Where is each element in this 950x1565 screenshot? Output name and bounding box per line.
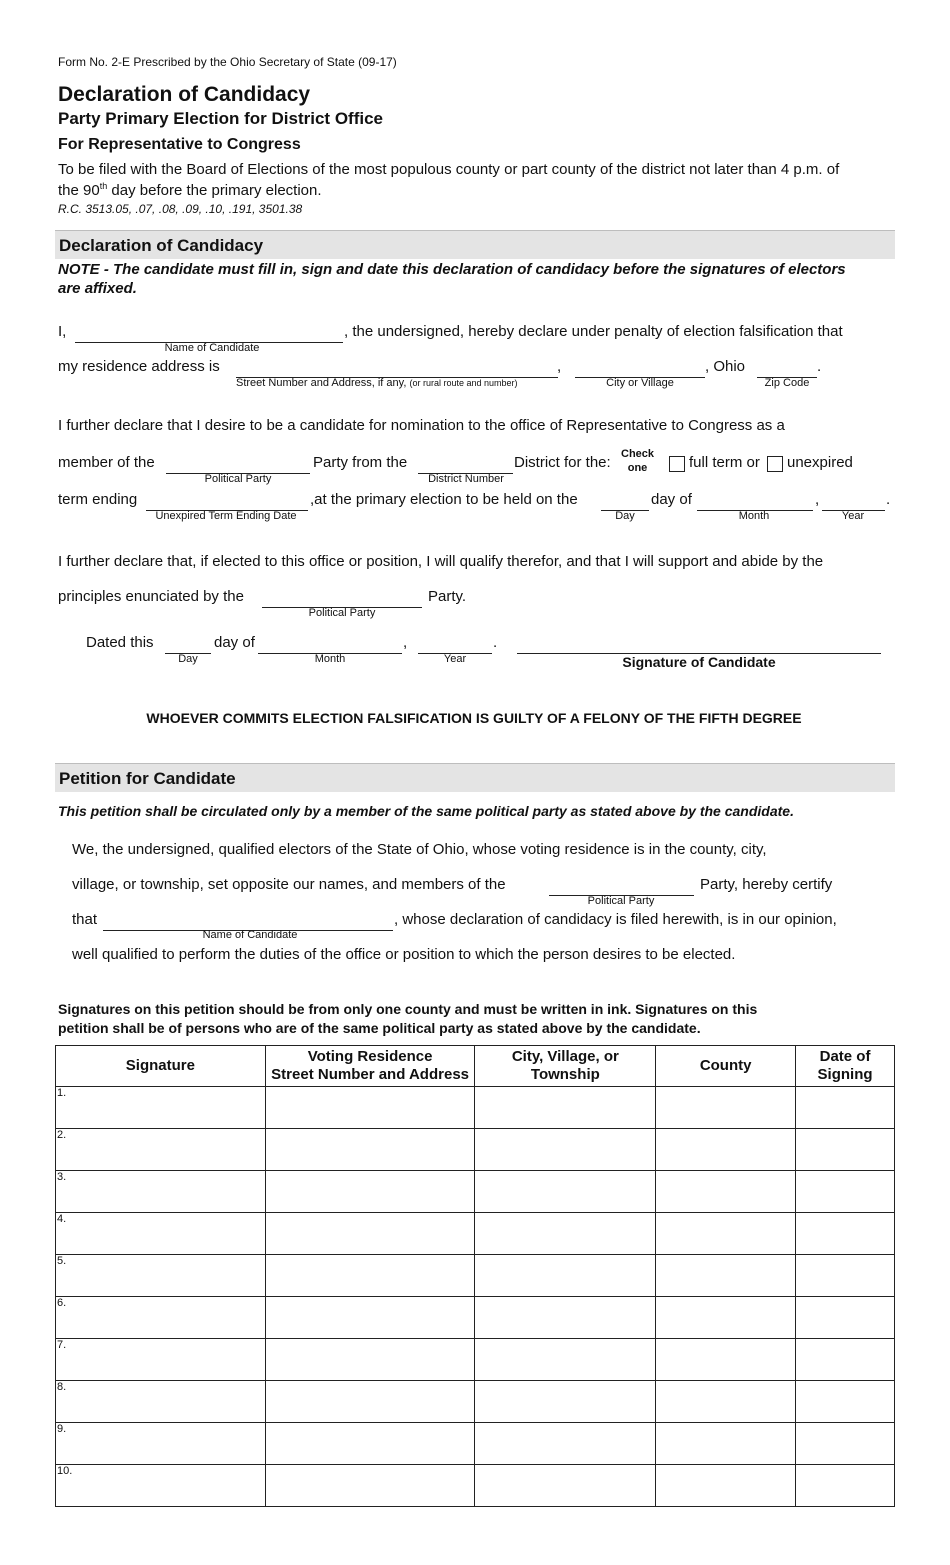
table-row [56,1381,895,1423]
table-row [56,1465,895,1507]
table-cell-city-village-township[interactable] [475,1087,656,1129]
table-cell-signature[interactable] [56,1129,266,1171]
further-declare-text: I further declare that I desire to be a candidate for nomination to the office of Representative to Congress as a [58,417,785,434]
column-header-signature [56,1046,266,1087]
table-row [56,1423,895,1465]
table-cell-county[interactable] [656,1213,796,1255]
candidate-name-label: Name of Candidate [164,342,260,354]
table-cell-date-of-signing[interactable] [796,1213,895,1255]
dated-month-label: Month [314,653,346,665]
table-cell-date-of-signing[interactable] [796,1381,895,1423]
principles-text: principles enunciated by the [58,588,244,605]
table-cell-voting-residence[interactable] [265,1297,475,1339]
table-cell-voting-residence[interactable] [265,1129,475,1171]
period-text-3: . [493,634,498,651]
principles-party-label: Political Party [308,607,376,619]
election-day-label: Day [615,510,635,522]
signature-instructions-line2: petition shall be of persons who are of the same political party as stated above by the candidate. [58,1020,701,1036]
table-cell-county[interactable] [656,1465,796,1507]
table-cell-city-village-township[interactable] [475,1255,656,1297]
undersigned-text: , the undersigned, hereby declare under penalty of election falsification that [344,323,843,340]
table-row [56,1087,895,1129]
unexpired-term-checkbox[interactable] [767,456,783,472]
table-cell-city-village-township[interactable] [475,1213,656,1255]
dated-year-label: Year [443,653,467,665]
table-cell-signature[interactable] [56,1297,266,1339]
table-cell-date-of-signing[interactable] [796,1171,895,1213]
further-declare-2-text: I further declare that, if elected to this office or position, I will qualify therefor, and that I will support and abide by the [58,553,824,570]
full-term-text: full term or [689,454,760,471]
election-month-label: Month [738,510,770,522]
petition-party-label: Political Party [587,895,655,907]
column-header-voting-residence [265,1046,475,1087]
filing-instructions-line1: To be filed with the Board of Elections of the most populous county or part county of the district not later than 4 p.m. of [58,161,840,178]
table-cell-city-village-township[interactable] [475,1381,656,1423]
table-cell-voting-residence[interactable] [265,1423,475,1465]
row-number: 1. [57,1087,67,1099]
column-header-text: Voting Residence [307,1048,433,1065]
table-cell-voting-residence[interactable] [265,1339,475,1381]
petition-p3-pre: that [72,911,98,928]
table-cell-voting-residence[interactable] [265,1465,475,1507]
petition-p1: We, the undersigned, qualified electors of the State of Ohio, whose voting residence is in the county, city, [72,841,767,858]
district-for-text: District for the: [514,454,611,471]
page-subtitle: Party Primary Election for District Office [58,109,383,128]
dated-day-label: Day [178,653,198,665]
petition-note: This petition shall be circulated only by a member of the same political party as stated above by the candidate. [58,803,794,819]
declaration-heading: Declaration of Candidacy [59,236,264,255]
felony-warning: WHOEVER COMMITS ELECTION FALSIFICATION IS GUILTY OF A FELONY OF THE FIFTH DEGREE [146,710,802,726]
table-cell-voting-residence[interactable] [265,1171,475,1213]
signature-table [55,1045,895,1507]
ohio-text: , Ohio [705,358,746,375]
table-cell-voting-residence[interactable] [265,1087,475,1129]
row-number: 4. [57,1213,67,1225]
table-cell-signature[interactable] [56,1423,266,1465]
table-cell-county[interactable] [656,1339,796,1381]
office-heading: For Representative to Congress [58,136,301,153]
table-row [56,1297,895,1339]
table-cell-date-of-signing[interactable] [796,1465,895,1507]
table-cell-city-village-township[interactable] [475,1171,656,1213]
table-cell-date-of-signing[interactable] [796,1087,895,1129]
table-cell-county[interactable] [656,1381,796,1423]
table-cell-signature[interactable] [56,1255,266,1297]
petition-p2-pre: village, or township, set opposite our names, and members of the [72,876,506,893]
residence-text: my residence address is [58,358,220,375]
row-number: 3. [57,1171,67,1183]
full-term-checkbox[interactable] [669,456,685,472]
table-cell-city-village-township[interactable] [475,1297,656,1339]
signature-table-header [56,1046,895,1087]
petition-p4: well qualified to perform the duties of the office or position to which the person desires to be elected. [72,946,736,963]
column-header-text: Township [530,1066,600,1083]
row-number: 6. [57,1297,67,1309]
comma-text: , [557,358,562,375]
party-from-text: Party from the [313,454,408,471]
petition-p3-post: , whose declaration of candidacy is filed herewith, is in our opinion, [394,911,837,928]
table-cell-signature[interactable] [56,1339,266,1381]
i-text: I, [58,323,67,340]
day-of-text: day of [651,491,692,508]
declaration-note-line1: NOTE - The candidate must fill in, sign and date this declaration of candidacy before the signatures of electors [58,261,846,278]
row-number: 2. [57,1129,67,1141]
table-row [56,1213,895,1255]
petition-p2-post: Party, hereby certify [700,876,833,893]
table-cell-voting-residence[interactable] [265,1381,475,1423]
column-header-text: City, Village, or [511,1048,619,1065]
filing-instructions-line2: the 90th day before the primary election. [58,181,322,199]
column-header-county [656,1046,796,1087]
signature-instructions-line1: Signatures on this petition should be from only one county and must be written in ink. Signatures on this [58,1001,758,1017]
declaration-note-line2: are affixed. [58,280,137,297]
column-header-date-of-signing [796,1046,895,1087]
comma-text-3: , [403,634,408,651]
column-header-text: Date of [819,1048,871,1065]
row-number: 10. [57,1465,73,1477]
table-cell-date-of-signing[interactable] [796,1423,895,1465]
row-number: 9. [57,1423,67,1435]
table-cell-signature[interactable] [56,1171,266,1213]
unexpired-term-date-label: Unexpired Term Ending Date [155,510,297,522]
row-number: 8. [57,1381,67,1393]
table-cell-date-of-signing[interactable] [796,1339,895,1381]
election-year-label: Year [841,510,865,522]
table-cell-signature[interactable] [56,1381,266,1423]
dated-this-text: Dated this [86,634,154,651]
petition-section-header [55,763,895,792]
table-cell-date-of-signing[interactable] [796,1255,895,1297]
table-cell-voting-residence[interactable] [265,1255,475,1297]
table-cell-date-of-signing[interactable] [796,1129,895,1171]
table-row [56,1129,895,1171]
table-cell-signature[interactable] [56,1213,266,1255]
table-cell-city-village-township[interactable] [475,1423,656,1465]
table-cell-date-of-signing[interactable] [796,1297,895,1339]
column-header-text: Signature [125,1057,195,1074]
zip-label: Zip Code [764,377,810,389]
row-number: 7. [57,1339,67,1351]
table-cell-voting-residence[interactable] [265,1213,475,1255]
petition-candidate-name-label: Name of Candidate [202,929,298,941]
unexpired-text: unexpired [787,454,853,471]
table-cell-city-village-township[interactable] [475,1465,656,1507]
table-cell-city-village-township[interactable] [475,1129,656,1171]
party-end-text: Party. [428,588,467,605]
period-text: . [817,358,822,375]
form-number: Form No. 2-E Prescribed by the Ohio Secretary of State (09-17) [58,55,397,69]
comma-text-2: , [815,491,820,508]
column-header-text: County [699,1057,752,1074]
political-party-label: Political Party [204,473,272,485]
statutes: R.C. 3513.05, .07, .08, .09, .10, .191, 3501.38 [58,202,303,216]
table-cell-county[interactable] [656,1297,796,1339]
petition-heading: Petition for Candidate [59,769,236,788]
period-text-2: . [886,491,891,508]
street-address-label: Street Number and Address, if any, (or rural route and number) [236,377,518,389]
column-header-text: Signing [817,1066,873,1083]
table-cell-county[interactable] [656,1087,796,1129]
table-cell-county[interactable] [656,1423,796,1465]
declaration-section-header [55,230,895,259]
page-title: Declaration of Candidacy [58,83,311,106]
table-cell-city-village-township[interactable] [475,1339,656,1381]
member-of-text: member of the [58,454,155,471]
table-row [56,1171,895,1213]
table-cell-signature[interactable] [56,1465,266,1507]
at-primary-text: ,at the primary election to be held on the [310,491,578,508]
table-cell-county[interactable] [656,1129,796,1171]
table-cell-county[interactable] [656,1171,796,1213]
city-label: City or Village [606,377,674,389]
signature-label: Signature of Candidate [622,654,776,670]
district-number-label: District Number [428,473,504,485]
column-header-city-village-township [475,1046,656,1087]
dated-day-of-text: day of [214,634,255,651]
check-one-text: Check one [621,448,655,474]
table-cell-signature[interactable] [56,1087,266,1129]
term-ending-text: term ending [58,491,138,508]
table-row [56,1255,895,1297]
row-number: 5. [57,1255,67,1267]
table-cell-county[interactable] [656,1255,796,1297]
column-header-text: Street Number and Address [271,1066,469,1083]
table-row [56,1339,895,1381]
